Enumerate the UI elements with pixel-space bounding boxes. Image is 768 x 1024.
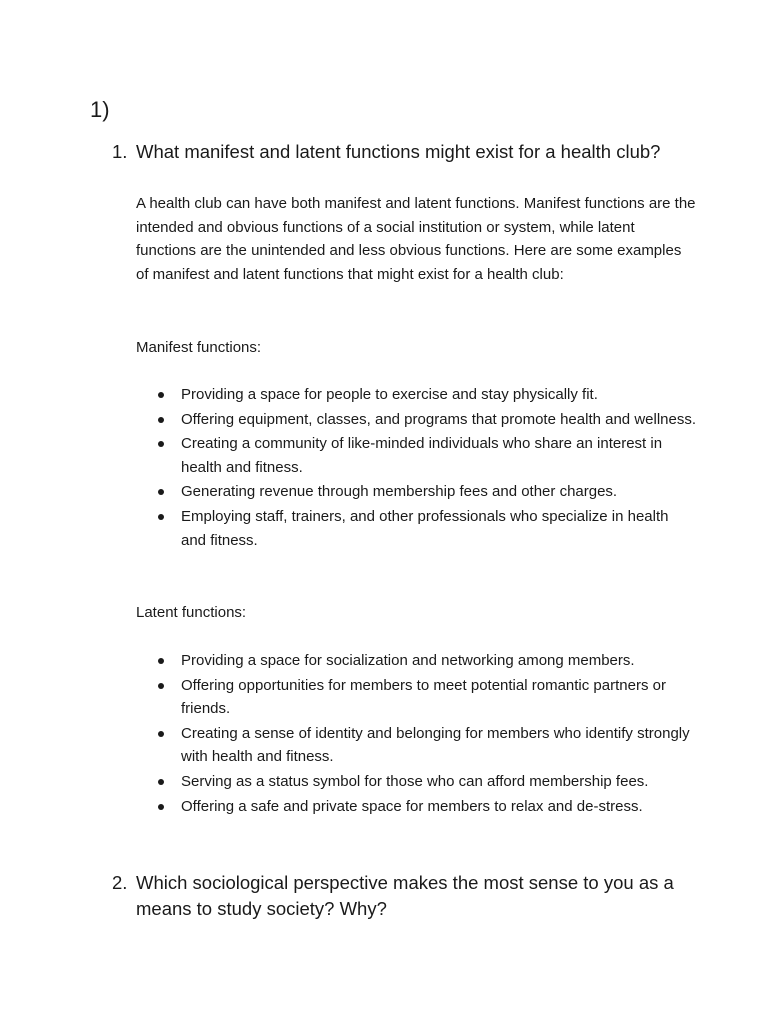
list-item: [136, 383, 696, 407]
bullet-icon: [158, 489, 164, 495]
section-number: 1): [90, 97, 110, 122]
bullet-icon: [158, 392, 164, 398]
question-1: [112, 139, 712, 165]
intro-paragraph: A health club can have both manifest and latent functions. Manifest functions are the intended and obvious functions of a social institution or system, while latent functions are the unintended and less obvious functions. Here are some examples of manifest and latent functions that might exist for a health club:: [136, 195, 696, 283]
question-1-text: What manifest and latent functions might exist for a health club?: [136, 141, 661, 162]
list-item: [136, 480, 696, 504]
list-item: [136, 674, 696, 721]
question-2-number: 2.: [112, 872, 128, 893]
latent-functions-heading: Latent functions:: [136, 604, 247, 621]
list-item-text: Generating revenue through membership fees and other charges.: [181, 483, 618, 501]
question-1-number: 1.: [112, 141, 128, 162]
list-item: [136, 432, 696, 479]
list-item-text: Employing staff, trainers, and other professionals who specialize in health and fitness.: [181, 507, 669, 549]
latent-functions-list: [136, 649, 696, 819]
list-item-text: Offering a safe and private space for members to relax and de-stress.: [181, 797, 643, 815]
bullet-icon: [158, 683, 164, 689]
question-2-text: Which sociological perspective makes the most sense to you as a means to study society? Why?: [136, 872, 674, 919]
bullet-icon: [158, 441, 164, 447]
list-item: [136, 505, 696, 552]
bullet-icon: [158, 514, 164, 520]
bullet-icon: [158, 779, 164, 785]
list-item-text: Providing a space for people to exercise and stay physically fit.: [181, 386, 598, 403]
manifest-functions-heading: Manifest functions:: [136, 339, 262, 356]
list-item: [136, 722, 696, 769]
list-item: [136, 649, 696, 673]
manifest-functions-list: [136, 383, 696, 553]
list-item-text: Creating a sense of identity and belonging for members who identify strongly with health and fitness.: [181, 724, 690, 766]
bullet-icon: [158, 731, 164, 737]
bullet-icon: [158, 658, 164, 664]
list-item-text: Offering equipment, classes, and programs that promote health and wellness.: [181, 410, 697, 428]
list-item-text: Providing a space for socialization and networking among members.: [181, 652, 635, 669]
list-item-text: Creating a community of like-minded individuals who share an interest in health and fitness.: [181, 435, 663, 476]
list-item-text: Serving as a status symbol for those who can afford membership fees.: [181, 772, 649, 790]
bullet-icon: [158, 417, 164, 423]
list-item: [136, 795, 696, 819]
list-item: [136, 408, 696, 432]
list-item: [136, 770, 696, 794]
bullet-icon: [158, 804, 164, 810]
question-2: [112, 870, 712, 922]
list-item-text: Offering opportunities for members to meet potential romantic partners or friends.: [181, 676, 666, 718]
